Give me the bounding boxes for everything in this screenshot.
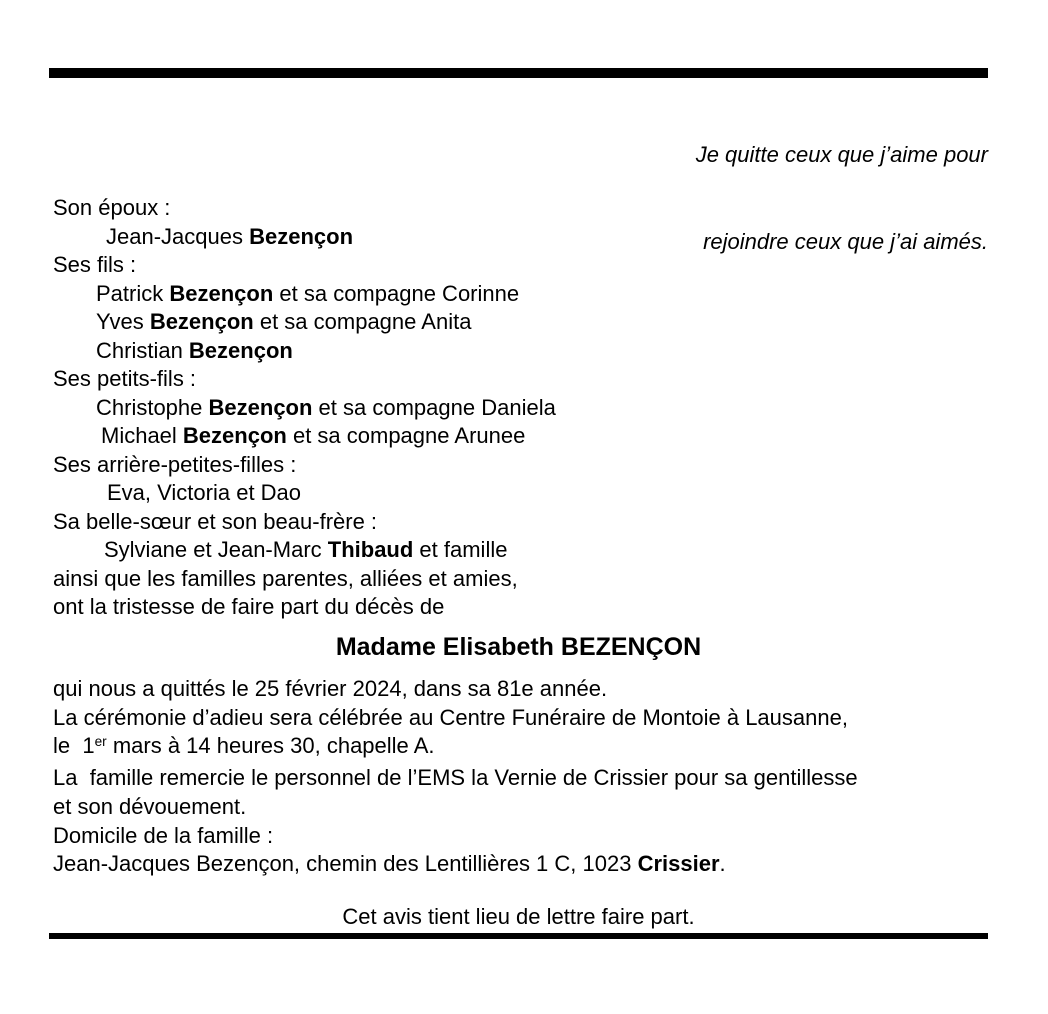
family-line-inlaws-label: Sa belle-sœur et son beau-frère :	[53, 508, 378, 534]
family-line-announcement: ont la tristesse de faire part du décès de	[53, 594, 445, 619]
surname-bold: Thibaud	[327, 537, 414, 562]
footer-note: Cet avis tient lieu de lettre faire part.	[342, 904, 695, 929]
family-line-sons-label: Ses fils :	[53, 252, 137, 277]
quote-line-2: rejoindre ceux que j’ai aimés.	[703, 229, 988, 254]
family-line-son-2: Yves Bezençon et sa compagne Anita	[96, 309, 472, 334]
city-bold: Crissier	[637, 851, 720, 877]
surname-bold: Bezençon	[149, 309, 254, 334]
family-line-greatgranddaughters: Eva, Victoria et Dao	[107, 480, 302, 505]
deceased-name-title: Madame Elisabeth BEZENÇON	[335, 633, 702, 661]
surname-bold: Bezençon	[249, 223, 354, 249]
body-line-thanks-2: et son dévouement.	[53, 793, 247, 819]
family-line-son-3: Christian Bezençon	[96, 337, 293, 363]
family-line-spouse: Jean-Jacques Bezençon	[106, 223, 354, 249]
surname-bold: Bezençon	[169, 280, 274, 306]
body-line-domicile-address: Jean-Jacques Bezençon, chemin des Lentillières 1 C, 1023 Crissier.	[53, 851, 726, 877]
family-line-greatgranddaughters-label: Ses arrière-petites-filles :	[53, 451, 297, 477]
surname-bold: Bezençon	[208, 394, 313, 420]
family-line-grandson-1: Christophe Bezençon et sa compagne Daniela	[96, 394, 556, 420]
body-line-death-date: qui nous a quittés le 25 février 2024, dans sa 81e année.	[53, 676, 608, 701]
surname-bold: Bezençon	[188, 337, 293, 363]
notice-body	[53, 675, 988, 879]
family-line-inlaws: Sylviane et Jean-Marc Thibaud et famille	[104, 537, 508, 562]
family-line-son-1: Patrick Bezençon et sa compagne Corinne	[96, 280, 520, 306]
body-line-thanks-1: La famille remercie le personnel de l’EMS la Vernie de Crissier pour sa gentillesse	[53, 765, 858, 791]
ordinal-superscript: er	[94, 733, 107, 749]
top-divider	[49, 68, 988, 78]
family-list	[53, 194, 988, 622]
body-line-ceremony-date: le 1er mars à 14 heures 30, chapelle A.	[53, 733, 435, 759]
family-line-grandsons-label: Ses petits-fils :	[53, 366, 197, 391]
quote-line-1: Je quitte ceux que j’aime pour	[695, 142, 988, 167]
body-line-domicile-label: Domicile de la famille :	[53, 822, 274, 848]
bottom-divider	[49, 933, 988, 939]
family-line-grandson-2: Michael Bezençon et sa compagne Arunee	[101, 423, 526, 448]
family-line-spouse-label: Son époux :	[53, 195, 171, 220]
body-line-ceremony-place: La cérémonie d’adieu sera célébrée au Centre Funéraire de Montoie à Lausanne,	[53, 704, 848, 730]
surname-bold: Bezençon	[182, 423, 287, 448]
family-line-relatives: ainsi que les familles parentes, alliées et amies,	[53, 565, 518, 591]
